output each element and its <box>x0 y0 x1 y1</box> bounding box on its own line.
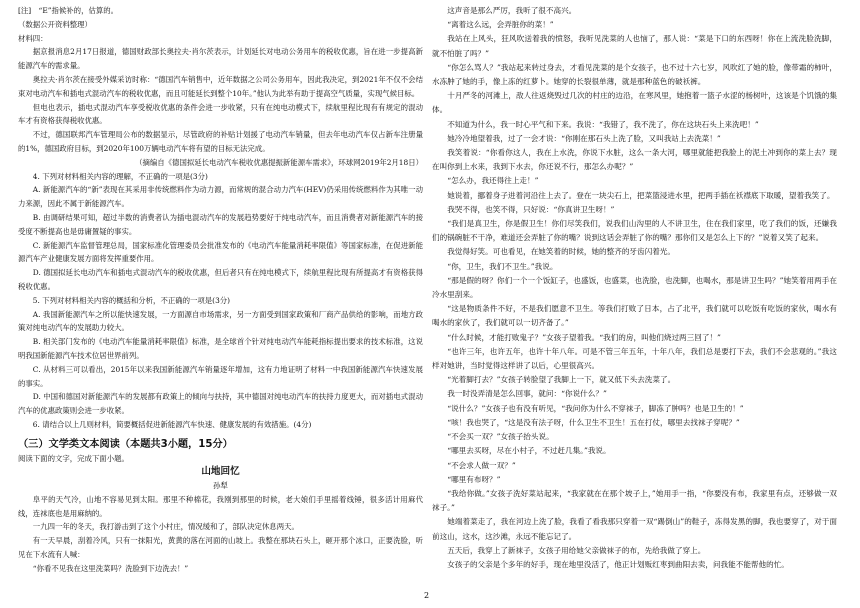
story-paragraph: 我站在上风头，狂风吹送着我的愤怒，我听见洗菜的人也恼了，那人说：“菜是下口的东西呀！你在上流洗脸洗脚，就不怕脏了吗？” <box>432 34 837 58</box>
question-4-option: D. 德国拟延长电动汽车和插电式混动汽车的税收优惠，但后者只有在纯电模式下，续航里程比现有所提高才有资格获得税收优惠。 <box>18 268 423 291</box>
story-paragraph: “这是物质条件不好，不是我们愿意不卫生。等我们打败了日本，占了北平，我们就可以吃饭有吃饭的家伙，喝水有喝水的家伙了，我们就可以一切齐备了。” <box>432 304 837 328</box>
story-paragraph: “说什么？”女孩子也有没有听见，“我问你为什么不穿袜子，脚冻了肿吗？也是卫生的！” <box>447 403 744 413</box>
story-paragraph: “你，卫生，我们不卫生。”我说。 <box>447 261 558 271</box>
section-instruction: 阅读下面的文字，完成下面小题。 <box>18 453 129 463</box>
story-paragraph: “不会买一双？”女孩子抬头说。 <box>447 432 554 442</box>
story-paragraph: 这声音是那么严厉，我听了很不高兴。 <box>447 6 577 15</box>
story-paragraph: “那是假的呀？你们一个一个饭缸子，也盛饭，也盛菜，也洗脸，也洗脚，也喝水，那是讲卫生吗？”她笑着用两手在冷水里刮来。 <box>432 275 837 300</box>
question-6: 6. 请结合以上几则材料，简要概括促进新能源汽车快速、健康发展的有效措施。(4分) <box>32 419 312 429</box>
story-paragraph: “怎么办，我还得往上走！” <box>447 176 539 186</box>
question-5-option: B. 相关部门发布的《电动汽车能量消耗率限值》标准，是全球首个针对纯电动汽车能耗指标提出要求的技术标准，这说明我国新能源汽车技术位居世界前列。 <box>18 337 423 360</box>
page-number: 2 <box>424 591 430 600</box>
question-4-option: C. 新能源汽车监督管理总局，国家标准化管理委员会批准发布的《电动汽车能量消耗率限值》等国家标准，在促进新能源汽车产业健康发展方面将发挥重要作用。 <box>18 240 423 264</box>
question-5-option: C. 从材料三可以看出，2015年以来我国新能源汽车销量逐年增加，这有力地证明了材料一中我国新能源汽车快速发展的事实。 <box>18 364 423 388</box>
story-paragraph: 她端着菜走了，我在河边上洗了脸，我看了看我那只穿着一双“踢倒山”的鞋子，冻得发黑的脚，我也要穿了，对于面前这山，这水，这沙滩，永远不能忘记了。 <box>432 517 837 541</box>
story-paragraph: 一九四一年的冬天，我打游击到了这个小村庄，情况缓和了，部队决定休息两天。 <box>32 522 299 532</box>
story-paragraph: “不会求人做一双？” <box>447 460 516 470</box>
material-label: 材料四： <box>18 33 48 43</box>
story-paragraph: 我一时没弄清是怎么回事，就问：“你说什么？” <box>447 389 607 399</box>
story-paragraph: 她冷冷地望着我，过了一会才说：“你刚在那石头上洗了脸，又叫我站上去洗菜！” <box>447 133 721 143</box>
story-paragraph: “哪里有布呀？” <box>447 474 501 484</box>
story-paragraph: “光着脚打去？”女孩子转脸望了我脚上一下，就又低下头去洗菜了。 <box>447 375 676 385</box>
story-paragraph: 五天后，我穿上了新袜子，女孩子用给她父亲做袜子的布，先给我做了穿上。 <box>447 545 706 555</box>
story-paragraph: “也许三年，也许五年，也许十年八年。可是不管三年五年，十年八年，我们总是要打下去，我们不会悲观的。”我这样对她讲，当时觉得这样讲了以后，心里很高兴。 <box>432 346 837 371</box>
data-source: （数据公开资料整理） <box>18 19 92 29</box>
story-paragraph: “我们是真卫生，你是假卫生！你们尽笑我们，说我们山沟里的人不讲卫生，住在我们家里，吃了我们的饭，还嫌我们的锅碗脏不干净，难道还会弄脏了你的嘴？说到这话会弄脏了你的嘴？那你们又是怎么上下的？”说着又笑了起来。 <box>432 219 837 243</box>
story-author: 孙犁 <box>213 481 228 491</box>
question-5-option: D. 中国和德国对新能源汽车的发展都有政策上的倾向与扶持，其中德国对纯电动汽车的扶持力度更大，而对插电式混动汽车的优惠政策则会进一步收紧。 <box>18 392 423 416</box>
question-4-option: A. 新能源汽车的“新”表现在其采用非传统燃料作为动力源，而常规的混合动力汽车(HEV)仍采用传统燃料作为其唯一动力来源，因此不属于新能源汽车。 <box>18 185 423 209</box>
story-paragraph: “你看不见我在这里洗菜吗？洗脸到下边洗去！” <box>32 563 189 573</box>
question-4-stem: 4. 下列对材料相关内容的理解，不正确的一项是(3分) <box>32 171 208 181</box>
story-paragraph: “咳！我也哭了，“这是没有法子呀，什么卫生不卫生！五在打仗，哪里去找袜子穿呢？” <box>447 417 740 427</box>
story-paragraph: 我觉得好笑。可也看见，在她笑着的时候，她的整齐的牙齿闪着光。 <box>447 247 675 257</box>
story-paragraph: 她说着，挪着身子进着河沿往上去了。登在一块尖石上，把菜篮浸进水里，把两手插在袄襟底下取暖，望着我笑了。 <box>447 190 835 200</box>
story-paragraph: 不知道为什么，我一时心平气和下来。我说：“我错了，我不洗了，你在这块石头上来洗吧！” <box>447 119 759 129</box>
left-column <box>18 4 423 576</box>
question-5-option: A. 我国新能源汽车之所以能快速发展，一方面源自市场需求，另一方面受到国家政策和厂商产品供给的影响，而地方政策对纯电动汽车的发展助力较大。 <box>18 309 423 333</box>
story-paragraph: 十月严冬的河滩上，敌人往返烧毁过几次的村庄的边沿，在寒风里，她抱着一篮子水涩的杨树叶，这该是个饥饿的集体。 <box>432 91 837 115</box>
story-paragraph: “离着这么远，会弄脏你的菜！” <box>447 20 554 30</box>
story-paragraph: 阜平的天气冷，山地不容易见到太阳。那里不种棉花，我刚到那里的时候，老大娘们手里摇着线锤，很多活计用麻代线，连袜底也是用麻纳的。 <box>18 494 423 518</box>
material-paragraph: 据京报消息2月17日报道，德国财政部长奥拉夫·肖尔茨表示，计划延长对电动公务用车的税收优惠，旨在进一步提高新能源汽车的需求量。 <box>18 47 423 71</box>
material-paragraph: 但电也表示，插电式混动汽车享受税收优惠的条件会进一步收紧，只有在纯电动模式下，续航里程比现有有规定的混动车才有资格获得税收优惠。 <box>18 102 423 126</box>
material-paragraph: 奥拉夫·肖尔茨在接受外媒采访时称：“德国汽车销售中，近年数据之公司公务用车，因此我决定，到2021年不仅不会结束对电动汽车和插电式混动汽车的税收优惠，而且可能延长到整个10年。”他认为此举有助于提高空气质量，实现气候目标。 <box>18 74 423 98</box>
right-column <box>432 4 837 572</box>
story-paragraph: “什么时候，才能打败鬼子？”女孩子望着我。“我们的房，叫他们烧过两三回了！” <box>447 332 721 342</box>
story-paragraph: 有一天早晨，刮着冷风，只有一抹阳光，黄黄的落在河面的山坡上。我整在那块石头上，砸开那个冰口，正要洗脸，听见在下水流有人喊： <box>18 536 423 560</box>
story-paragraph: “我给你做。”女孩子洗好菜站起来，“我家就在在那个坡子上，”她用手一指，“你要没有布，我家里有点，还够做一双袜子。” <box>432 488 837 513</box>
story-paragraph: 我笑着说：“你看你这人，我在上水洗，你说下水脏，这么一条大河，哪里就能把我脸上的泥土冲到你的菜上去？现在叫你到上水来，我到下水去，你还说不行，那怎么办呢？” <box>432 148 837 172</box>
question-5-stem: 5. 下列对材料相关内容的概括和分析，不正确的一项是(3分) <box>32 295 231 305</box>
section-header: （三）文学类文本阅读（本题共3小题，15分） <box>18 438 233 450</box>
story-paragraph: 我哭不得，也笑不得，只好说：“你真讲卫生呀！” <box>447 204 615 214</box>
story-title: 山地回忆 <box>201 466 240 478</box>
note-text: [注] “E”指候补的，估算的。 <box>18 6 119 15</box>
story-paragraph: “你怎么骂人？”我站起来转过身去，才看见洗菜的是个女孩子，也不过十六七岁，风吹红了她的脸，像带霜的柿叶，水冻肿了她的手，像上冻的红萝卜。她穿的长裂很单薄，就是那种蓝色的破袄裤。 <box>432 62 837 87</box>
story-paragraph: 女孩子的父亲是个多年的好手，现在地里没活了，他正计划贩红枣到曲阳去卖，问我能不能帮他的忙。 <box>447 559 789 569</box>
material-paragraph: 不过，德国联邦汽车管理局公布的数据显示，尽管政府的补贴计划援了电动汽车销量，但去年电动汽车仅占新车注册量的1%，德国政府目标，到2020年100万辆电动汽车将有望的目标无法完成。 <box>18 130 423 153</box>
story-paragraph: “哪里去买呀，尽在小村子，不过赶几集。”我说。 <box>447 446 611 456</box>
material-source: （摘编自《德国拟延长电动汽车税收优惠提振新能源车需求》，环球网2019年2月18日） <box>135 157 423 167</box>
question-4-option: B. 由调研结果可知，超过半数的消费者认为插电混动汽车的发展趋势要好于纯电动汽车，而且消费者对新能源汽车的接受度不断提高也是毋庸置疑的事实。 <box>18 212 423 236</box>
